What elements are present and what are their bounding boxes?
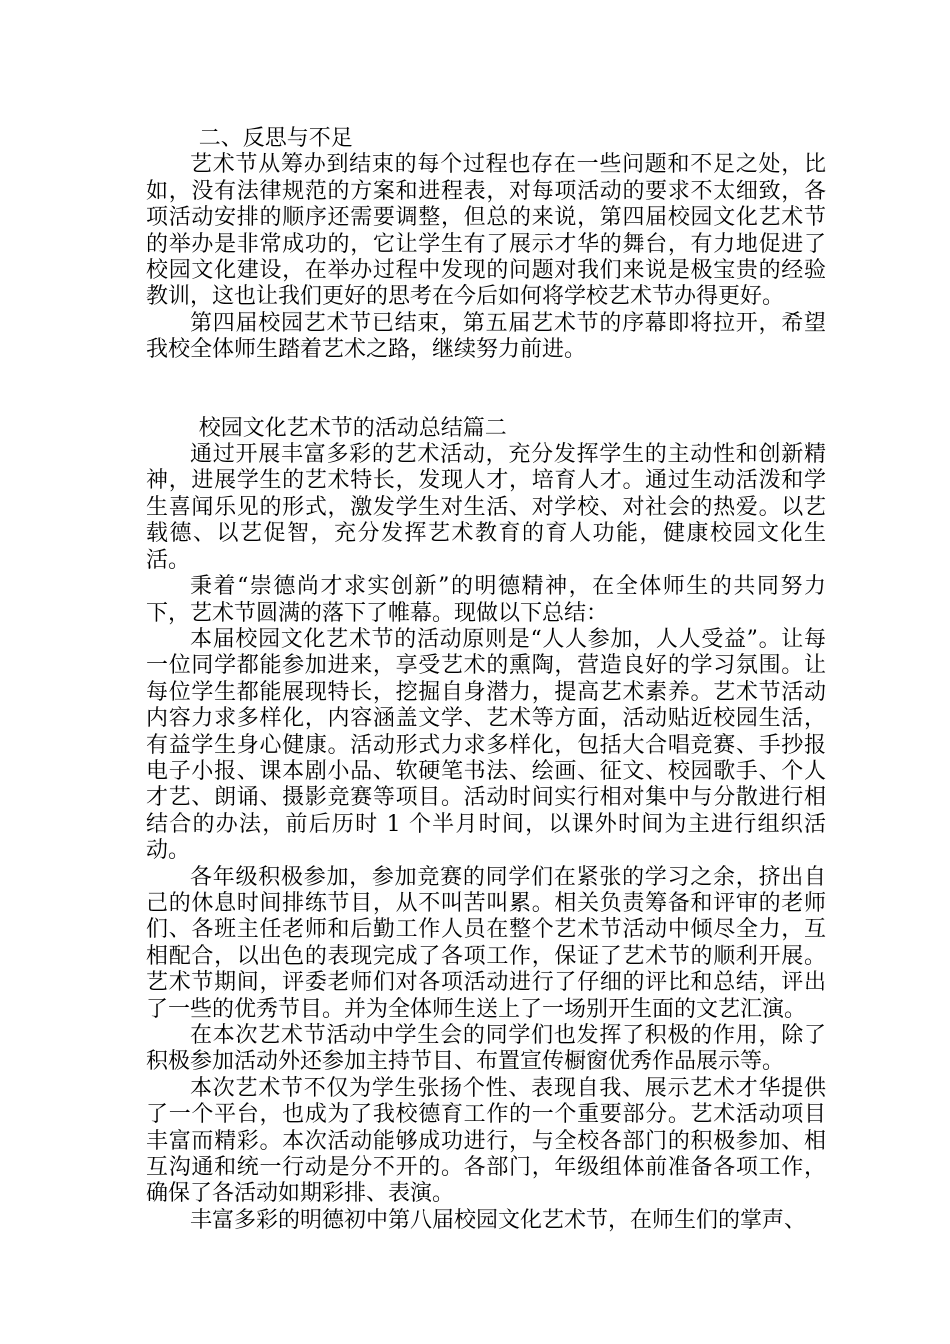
- article-title: 校园文化艺术节的活动总结篇二: [198, 415, 507, 441]
- paragraph: 本次艺术节不仅为学生张扬个性、表现自我、展示艺术才华提供了一个平台，也成为了我校德育工作的一个重要部分。艺术活动项目丰富而精彩。本次活动能够成功进行，与全校各部门的积极参加、相互沟通和统一行动是分不开的。各部门，年级组体前准备各项工作，确保了各活动如期彩排、表演。: [146, 1075, 826, 1207]
- paragraph: 本届校园文化艺术节的活动原则是“人人参加，人人受益”。让每一位同学都能参加进来，享受艺术的熏陶，营造良好的学习氛围。让每位学生都能展现特长，挖掘自身潜力，提高艺术素养。艺术节活动内容力求多样化，内容涵盖文学、艺术等方面，活动贴近校园生活，有益学生身心健康。活动形式力求多样化，包括大合唱竞赛、手抄报电子小报、课本剧小品、软硬笔书法、绘画、征文、校园歌手、个人才艺、朗诵、摄影竞赛等项目。活动时间实行相对集中与分散进行相结合的办法，前后历时 1 个半月时间，以课外时间为主进行组织活动。: [146, 626, 826, 864]
- document-body: [146, 126, 826, 1234]
- paragraph: 在本次艺术节活动中学生会的同学们也发挥了积极的作用，除了积极参加活动外还参加主持节目、布置宣传橱窗优秀作品展示等。: [146, 1023, 826, 1075]
- section-heading: 二、反思与不足: [198, 126, 353, 151]
- paragraph: 艺术节从筹办到结束的每个过程也存在一些问题和不足之处，比如，没有法律规范的方案和进程表，对每项活动的要求不太细致，各项活动安排的顺序还需要调整，但总的来说，第四届校园文化艺术节的举办是非常成功的，它让学生有了展示才华的舞台，有力地促进了校园文化建设，在举办过程中发现的问题对我们来说是极宝贵的经验教训，这也让我们更好的思考在今后如何将学校艺术节办得更好。: [146, 152, 826, 310]
- section-spacer: [146, 364, 826, 416]
- paragraph: 丰富多彩的明德初中第八届校园文化艺术节，在师生们的掌声、: [190, 1207, 807, 1233]
- paragraph: 第四届校园艺术节已结束，第五届艺术节的序幕即将拉开，希望我校全体师生踏着艺术之路，继续努力前进。: [146, 310, 826, 363]
- paragraph: 秉着“崇德尚才求实创新”的明德精神，在全体师生的共同努力下，艺术节圆满的落下了帷幕。现做以下总结：: [146, 574, 826, 626]
- paragraph: 通过开展丰富多彩的艺术活动，充分发挥学生的主动性和创新精神，进展学生的艺术特长，发现人才，培育人才。通过生动活泼和学生喜闻乐见的形式，激发学生对生活、对学校、对社会的热爱。以艺载德、以艺促智，充分发挥艺术教育的育人功能，健康校园文化生活。: [146, 442, 826, 573]
- paragraph: 各年级积极参加，参加竞赛的同学们在紧张的学习之余，挤出自己的休息时间排练节目，从不叫苦叫累。相关负责筹备和评审的老师们、各班主任老师和后勤工作人员在整个艺术节活动中倾尽全力，互相配合，以出色的表现完成了各项工作，保证了艺术节的顺利开展。艺术节期间，评委老师们对各项活动进行了仔细的评比和总结，评出了一些的优秀节目。并为全体师生送上了一场别开生面的文艺汇演。: [146, 864, 826, 1022]
